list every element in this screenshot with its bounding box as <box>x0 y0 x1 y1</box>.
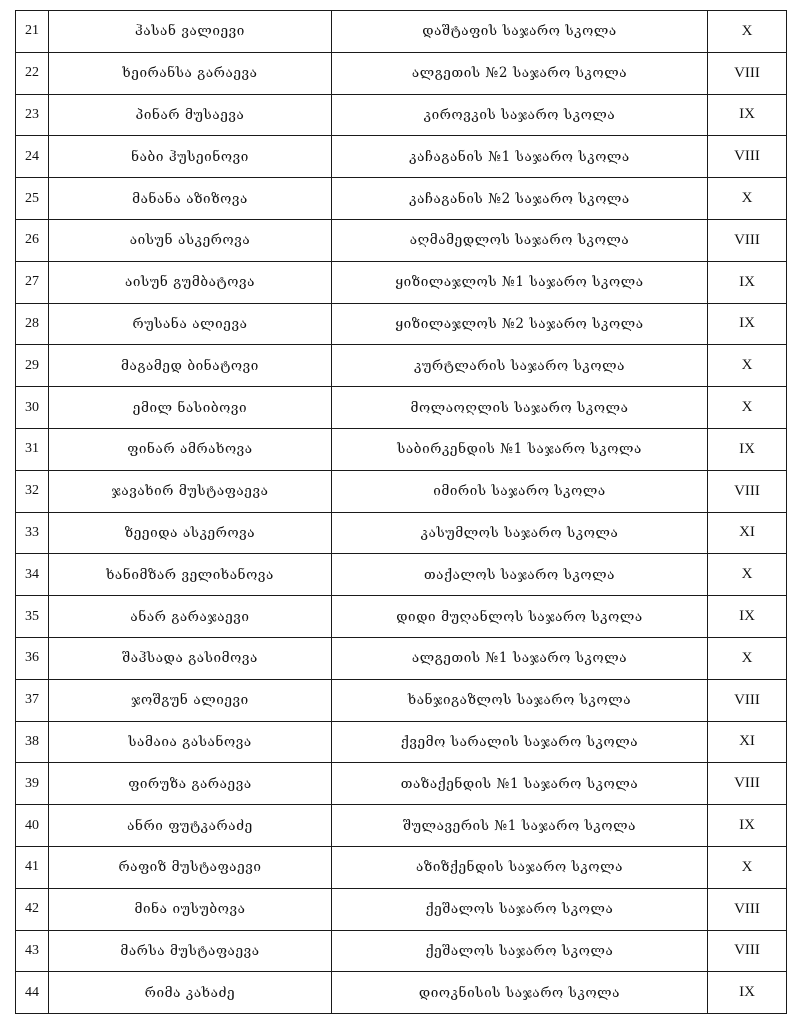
grade-cell: X <box>708 11 787 53</box>
table-row <box>16 972 787 1014</box>
school-name-cell: ხანჯიგაზლოს საჯარო სკოლა <box>332 679 708 721</box>
school-name-cell: ალგეთის №2 საჯარო სკოლა <box>332 52 708 94</box>
row-number-cell: 36 <box>16 637 49 679</box>
grade-cell: X <box>708 637 787 679</box>
students-table <box>15 10 787 1014</box>
grade-cell: VIII <box>708 219 787 261</box>
school-name-cell: შულავერის №1 საჯარო სკოლა <box>332 805 708 847</box>
school-name-cell: მოლაოღლის საჯარო სკოლა <box>332 387 708 429</box>
table-row <box>16 345 787 387</box>
table-row <box>16 470 787 512</box>
table-row <box>16 637 787 679</box>
table-row <box>16 930 787 972</box>
student-name-cell: აისუნ გუმბატოვა <box>49 261 332 303</box>
grade-cell: VIII <box>708 888 787 930</box>
school-name-cell: ქეშალოს საჯარო სკოლა <box>332 930 708 972</box>
school-name-cell: აზიზქენდის საჯარო სკოლა <box>332 846 708 888</box>
table-row <box>16 178 787 220</box>
school-name-cell: დაშტაფის საჯარო სკოლა <box>332 11 708 53</box>
grade-cell: VIII <box>708 763 787 805</box>
school-name-cell: საბირკენდის №1 საჯარო სკოლა <box>332 428 708 470</box>
table-row <box>16 596 787 638</box>
grade-cell: X <box>708 345 787 387</box>
grade-cell: X <box>708 178 787 220</box>
row-number-cell: 26 <box>16 219 49 261</box>
grade-cell: IX <box>708 805 787 847</box>
table-row <box>16 721 787 763</box>
table-row <box>16 136 787 178</box>
table-row <box>16 805 787 847</box>
table-row <box>16 219 787 261</box>
student-name-cell: მარსა მუსტაფაევა <box>49 930 332 972</box>
table-row <box>16 888 787 930</box>
school-name-cell: ქვემო სარალის საჯარო სკოლა <box>332 721 708 763</box>
grade-cell: VIII <box>708 679 787 721</box>
student-name-cell: ფირუზა გარაევა <box>49 763 332 805</box>
grade-cell: IX <box>708 428 787 470</box>
student-name-cell: მანანა აზიზოვა <box>49 178 332 220</box>
row-number-cell: 41 <box>16 846 49 888</box>
row-number-cell: 38 <box>16 721 49 763</box>
row-number-cell: 30 <box>16 387 49 429</box>
student-name-cell: ჰასან ვალიევი <box>49 11 332 53</box>
table-row <box>16 261 787 303</box>
student-name-cell: ანარ გარაჯაევი <box>49 596 332 638</box>
school-name-cell: კაჩაგანის №1 საჯარო სკოლა <box>332 136 708 178</box>
student-name-cell: პინარ მუსაევა <box>49 94 332 136</box>
grade-cell: X <box>708 387 787 429</box>
student-name-cell: რუსანა ალიევა <box>49 303 332 345</box>
row-number-cell: 31 <box>16 428 49 470</box>
student-name-cell: რიმა კახაძე <box>49 972 332 1014</box>
table-body <box>16 11 787 1014</box>
student-name-cell: მინა იუსუბოვა <box>49 888 332 930</box>
grade-cell: IX <box>708 94 787 136</box>
table-row <box>16 554 787 596</box>
school-name-cell: ალგეთის №1 საჯარო სკოლა <box>332 637 708 679</box>
table-row <box>16 512 787 554</box>
school-name-cell: აღმამედლოს საჯარო სკოლა <box>332 219 708 261</box>
grade-cell: X <box>708 846 787 888</box>
grade-cell: VIII <box>708 930 787 972</box>
school-name-cell: კიროვკის საჯარო სკოლა <box>332 94 708 136</box>
row-number-cell: 34 <box>16 554 49 596</box>
student-name-cell: აისუნ ასკეროვა <box>49 219 332 261</box>
student-name-cell: ანრი ფუტკარაძე <box>49 805 332 847</box>
school-name-cell: ყიზილაჯლოს №1 საჯარო სკოლა <box>332 261 708 303</box>
student-name-cell: ხეირანსა გარაევა <box>49 52 332 94</box>
row-number-cell: 39 <box>16 763 49 805</box>
student-name-cell: სამაია გასანოვა <box>49 721 332 763</box>
row-number-cell: 21 <box>16 11 49 53</box>
row-number-cell: 29 <box>16 345 49 387</box>
grade-cell: IX <box>708 972 787 1014</box>
student-name-cell: მაგამედ ბინატოვი <box>49 345 332 387</box>
student-name-cell: ფინარ ამრახოვა <box>49 428 332 470</box>
student-name-cell: ხანიმზარ ველიხანოვა <box>49 554 332 596</box>
student-name-cell: ზეეიდა ასკეროვა <box>49 512 332 554</box>
school-name-cell: თაქალოს საჯარო სკოლა <box>332 554 708 596</box>
school-name-cell: იმირის საჯარო სკოლა <box>332 470 708 512</box>
grade-cell: IX <box>708 303 787 345</box>
grade-cell: IX <box>708 596 787 638</box>
row-number-cell: 35 <box>16 596 49 638</box>
row-number-cell: 27 <box>16 261 49 303</box>
row-number-cell: 44 <box>16 972 49 1014</box>
student-name-cell: ჯოშგუნ ალიევი <box>49 679 332 721</box>
school-name-cell: თაზაქენდის №1 საჯარო სკოლა <box>332 763 708 805</box>
school-name-cell: დიდი მუღანლოს საჯარო სკოლა <box>332 596 708 638</box>
grade-cell: VIII <box>708 52 787 94</box>
row-number-cell: 25 <box>16 178 49 220</box>
grade-cell: IX <box>708 261 787 303</box>
school-name-cell: კასუმლოს საჯარო სკოლა <box>332 512 708 554</box>
school-name-cell: დიოკნისის საჯარო სკოლა <box>332 972 708 1014</box>
row-number-cell: 22 <box>16 52 49 94</box>
table-row <box>16 303 787 345</box>
table-row <box>16 846 787 888</box>
row-number-cell: 23 <box>16 94 49 136</box>
table-row <box>16 94 787 136</box>
school-name-cell: ქეშალოს საჯარო სკოლა <box>332 888 708 930</box>
school-name-cell: ყიზილაჯლოს №2 საჯარო სკოლა <box>332 303 708 345</box>
table-row <box>16 679 787 721</box>
student-name-cell: ნაბი ჰუსეინოვი <box>49 136 332 178</box>
student-name-cell: ემილ ნასიბოვი <box>49 387 332 429</box>
student-name-cell: შაჰსადა გასიმოვა <box>49 637 332 679</box>
grade-cell: VIII <box>708 470 787 512</box>
grade-cell: VIII <box>708 136 787 178</box>
table-row <box>16 11 787 53</box>
row-number-cell: 32 <box>16 470 49 512</box>
row-number-cell: 37 <box>16 679 49 721</box>
school-name-cell: კურტლარის საჯარო სკოლა <box>332 345 708 387</box>
student-name-cell: ჯავახირ მუსტაფაევა <box>49 470 332 512</box>
table-row <box>16 428 787 470</box>
row-number-cell: 33 <box>16 512 49 554</box>
grade-cell: XI <box>708 512 787 554</box>
row-number-cell: 40 <box>16 805 49 847</box>
student-name-cell: რაფიზ მუსტაფაევი <box>49 846 332 888</box>
row-number-cell: 43 <box>16 930 49 972</box>
grade-cell: XI <box>708 721 787 763</box>
row-number-cell: 24 <box>16 136 49 178</box>
grade-cell: X <box>708 554 787 596</box>
table-row <box>16 387 787 429</box>
table-row <box>16 763 787 805</box>
row-number-cell: 42 <box>16 888 49 930</box>
school-name-cell: კაჩაგანის №2 საჯარო სკოლა <box>332 178 708 220</box>
table-row <box>16 52 787 94</box>
row-number-cell: 28 <box>16 303 49 345</box>
